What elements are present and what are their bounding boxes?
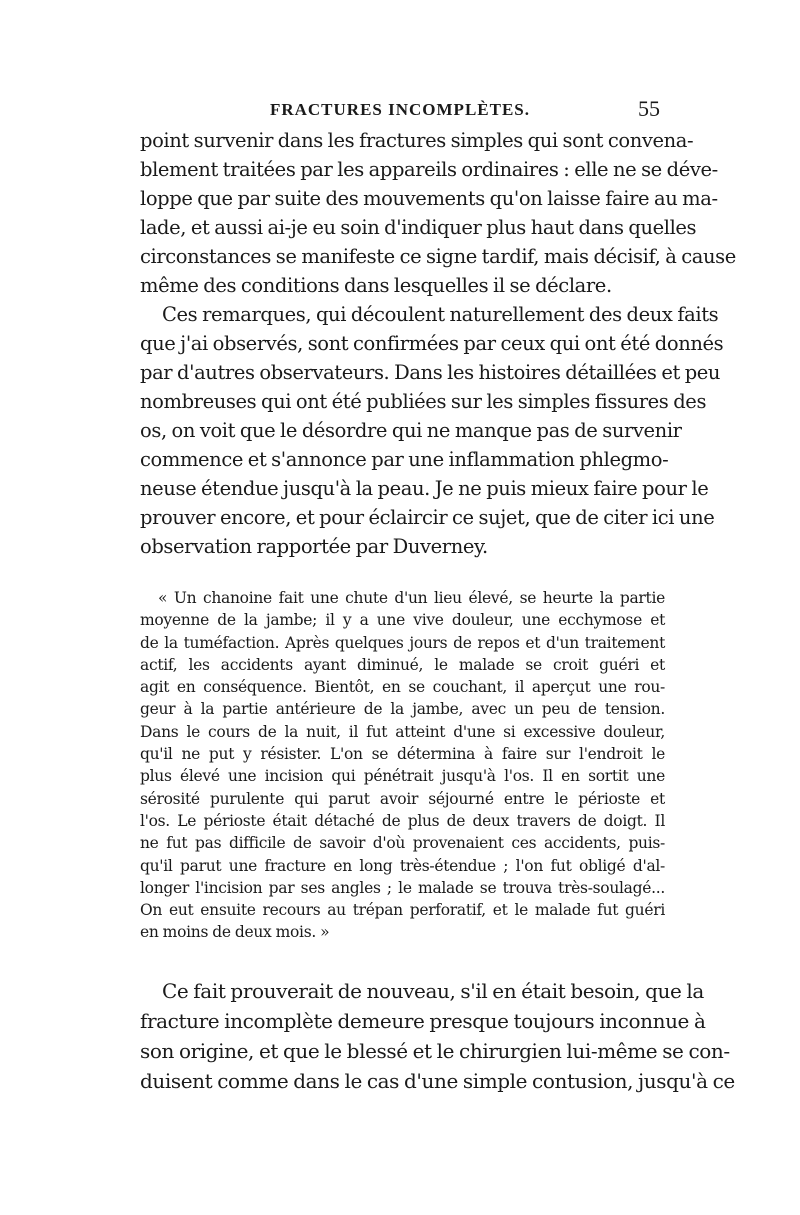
quote-line: Dans le cours de la nuit, il fut atteint d'une si excessive douleur, (140, 722, 665, 741)
text-line: observation rapportée par Duverney. (140, 535, 488, 558)
text-line: par d'autres observateurs. Dans les histoires détaillées et peu (140, 361, 721, 384)
page-body (140, 126, 736, 1096)
text-line: commence et s'annonce par une inflammation phlegmo- (140, 448, 669, 471)
text-line: lade, et aussi ai-je eu soin d'indiquer plus haut dans quelles (140, 216, 697, 239)
text-line: Ce fait prouverait de nouveau, s'il en était besoin, que la (162, 978, 704, 1003)
quote-line: l'os. Le périoste était détaché de plus de deux travers de doigt. Il (140, 811, 665, 830)
quote-line: On eut ensuite recours au trépan perforatif, et le malade fut guéri (140, 901, 665, 920)
quoted-observation (140, 587, 665, 944)
quote-line: en moins de deux mois. » (140, 923, 330, 942)
quote-line: qu'il ne put y résister. L'on se détermina à faire sur l'endroit le (140, 745, 665, 764)
page-number: 55 (638, 96, 660, 121)
quote-line: longer l'incision par ses angles ; le malade se trouva très-soulagé... (140, 878, 665, 897)
paragraph-remarks (140, 300, 724, 561)
quote-line: plus élevé une incision qui pénétrait jusqu'à l'os. Il en sortit une (140, 767, 665, 786)
quote-line: actif, les accidents ayant diminué, le malade se croit guéri et (140, 655, 665, 674)
text-line: blement traitées par les appareils ordinaires : elle ne se déve- (140, 158, 718, 181)
paragraph-continuation (140, 126, 736, 300)
text-line: nombreuses qui ont été publiées sur les simples fissures des (140, 390, 707, 413)
paragraph-conclusion (140, 976, 735, 1096)
text-line: prouver encore, et pour éclaircir ce sujet, que de citer ici une (140, 506, 715, 529)
text-line: point survenir dans les fractures simples qui sont convena- (140, 129, 694, 152)
text-line: circonstances se manifeste ce signe tardif, mais décisif, à cause (140, 245, 736, 268)
text-line: son origine, et que le blessé et le chirurgien lui-même se con- (140, 1038, 730, 1063)
text-line: neuse étendue jusqu'à la peau. Je ne puis mieux faire pour le (140, 477, 709, 500)
running-header (140, 96, 660, 124)
quote-line: qu'il parut une fracture en long très-étendue ; l'on fut obligé d'al- (140, 856, 665, 875)
text-line: même des conditions dans lesquelles il se déclare. (140, 274, 612, 297)
quote-line: moyenne de la jambe; il y a une vive douleur, une ecchymose et (140, 611, 665, 630)
text-line: Ces remarques, qui découlent naturellement des deux faits (162, 303, 719, 326)
text-line: os, on voit que le désordre qui ne manque pas de survenir (140, 419, 682, 442)
quote-line: de la tuméfaction. Après quelques jours de repos et d'un traitement (140, 633, 665, 652)
text-line: loppe que par suite des mouvements qu'on laisse faire au ma- (140, 187, 718, 210)
quote-line: sérosité purulente qui parut avoir séjourné entre le périoste et (140, 789, 665, 808)
running-title: FRACTURES INCOMPLÈTES. (269, 100, 531, 119)
text-line: que j'ai observés, sont confirmées par ceux qui ont été donnés (140, 332, 724, 355)
quote-line: agit en conséquence. Bientôt, en se couchant, il aperçut une rou- (140, 678, 665, 697)
quote-line: « Un chanoine fait une chute d'un lieu élevé, se heurte la partie (158, 589, 665, 607)
text-line: fracture incomplète demeure presque toujours inconnue à (140, 1008, 706, 1033)
quote-line: ne fut pas difficile de savoir d'où provenaient ces accidents, puis- (140, 834, 665, 853)
text-line: duisent comme dans le cas d'une simple contusion, jusqu'à ce (140, 1068, 735, 1093)
quote-line: geur à la partie antérieure de la jambe, avec un peu de tension. (140, 700, 665, 719)
